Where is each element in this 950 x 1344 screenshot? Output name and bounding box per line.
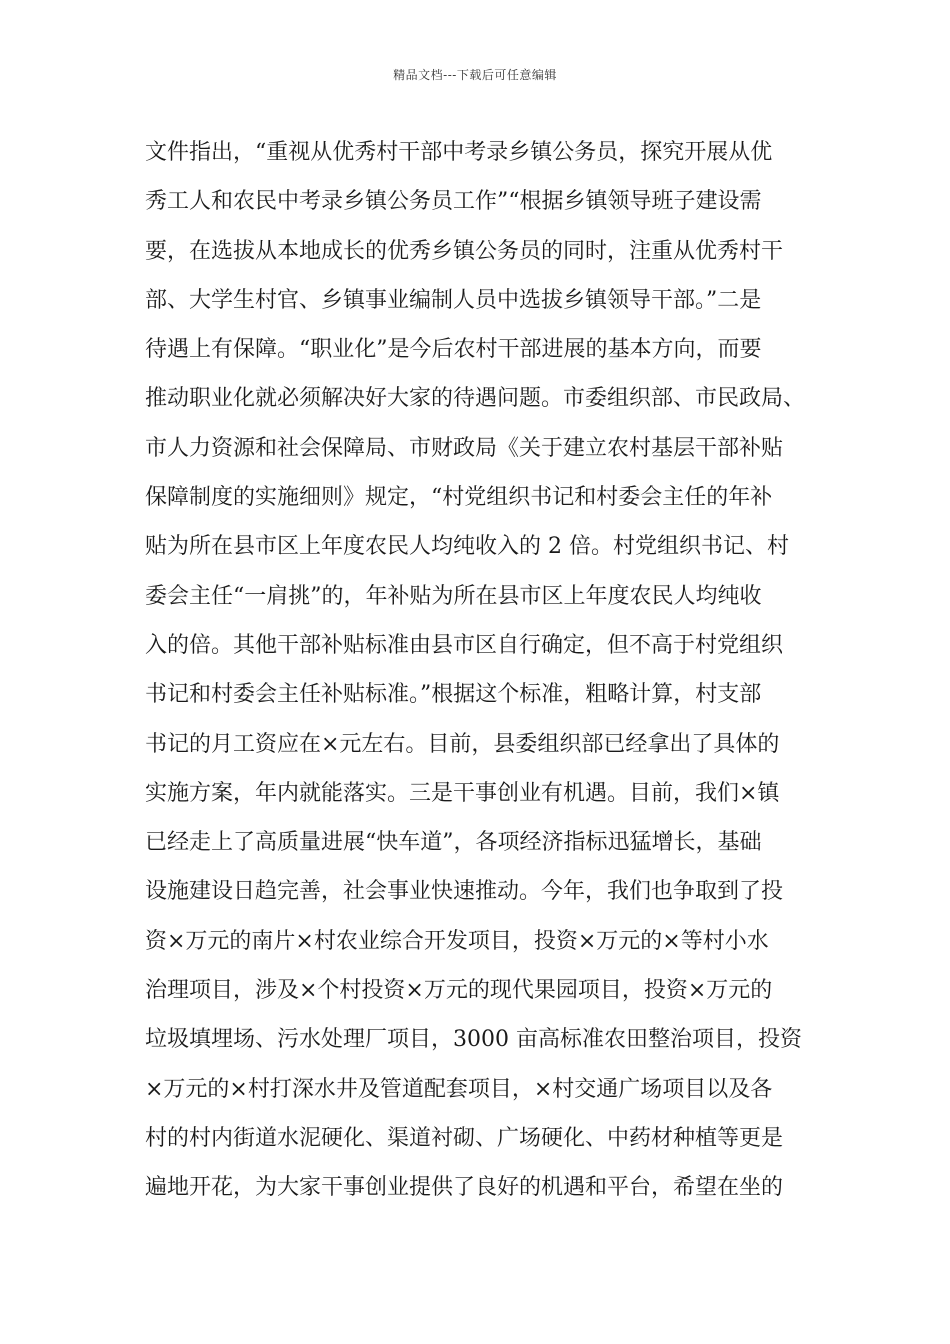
text-line: 市人力资源和社会保障局、市财政局《关于建立农村基层干部补贴	[145, 435, 784, 461]
text-line: 秀工人和农民中考录乡镇公务员工作”“根据乡镇领导班子建设需	[145, 189, 762, 215]
text-line: 设施建设日趋完善，社会事业快速推动。今年，我们也争取到了投	[145, 879, 784, 905]
text-line: 资×万元的南片×村农业综合开发项目，投资×万元的×等村小水	[145, 928, 769, 954]
text-line: 推动职业化就必须解决好大家的待遇问题。市委组织部、市民政局、	[145, 386, 806, 412]
text-line: 治理项目，涉及×个村投资×万元的现代果园项目，投资×万元的	[145, 978, 773, 1004]
text-line: 入的倍。其他干部补贴标准由县市区自行确定，但不高于村党组织	[145, 632, 784, 658]
text-line: 垃圾填埋场、污水处理厂项目，3000 亩高标准农田整治项目，投资	[145, 1027, 802, 1053]
text-line: ×万元的×村打深水井及管道配套项目，×村交通广场项目以及各	[145, 1076, 773, 1102]
text-line: 书记的月工资应在×元左右。目前，县委组织部已经拿出了具体的	[145, 731, 780, 757]
text-line: 遍地开花，为大家干事创业提供了良好的机遇和平台，希望在坐的	[145, 1175, 784, 1201]
text-line: 书记和村委会主任补贴标准。”根据这个标准，粗略计算，村支部	[145, 682, 762, 708]
text-line: 村的村内街道水泥硬化、渠道衬砌、广场硬化、中药材种植等更是	[145, 1125, 784, 1151]
text-line: 保障制度的实施细则》规定，“村党组织书记和村委会主任的年补	[145, 485, 773, 511]
page-header: 精品文档---下载后可任意编辑	[393, 68, 557, 82]
text-line: 已经走上了高质量进展“快车道”，各项经济指标迅猛增长，基础	[145, 830, 762, 856]
text-line: 实施方案，年内就能落实。三是干事创业有机遇。目前，我们×镇	[145, 780, 780, 806]
text-line: 文件指出，“重视从优秀村干部中考录乡镇公务员，探究开展从优	[145, 140, 773, 165]
document-body	[145, 128, 810, 1213]
text-line: 贴为所在县市区上年度农民人均纯收入的 2 倍。村党组织书记、村	[145, 534, 789, 560]
text-line: 部、大学生村官、乡镇事业编制人员中选拔乡镇领导干部。”二是	[145, 287, 762, 313]
text-line: 待遇上有保障。“职业化”是今后农村干部进展的基本方向，而要	[145, 337, 762, 363]
text-line: 委会主任“一肩挑”的，年补贴为所在县市区上年度农民人均纯收	[145, 583, 762, 609]
text-line: 要，在选拔从本地成长的优秀乡镇公务员的同时，注重从优秀村干	[145, 238, 784, 264]
